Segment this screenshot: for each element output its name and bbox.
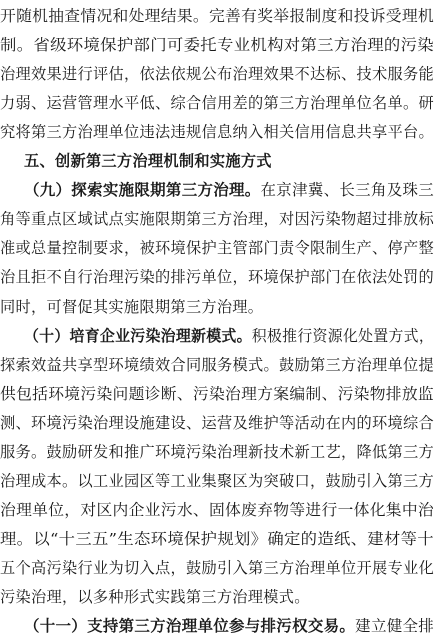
text-line: 供包括环境污染问题诊断、污染治理方案编制、污染物排放监 [0, 384, 435, 403]
text-line: 探索效益共享型环境绩效合同服务模式。鼓励第三方治理单位提 [0, 355, 435, 374]
paragraph-first-line [0, 324, 438, 348]
text-line: 制。省级环境保护部门可委托专业机构对第三方治理的污染 [0, 36, 435, 54]
paragraph-text: 建立健全排 [355, 617, 435, 635]
paragraph-lead: （十）培育企业污染治理新模式。 [24, 326, 252, 345]
section-heading: 五、创新第三方治理机制和实施方式 [24, 152, 272, 171]
text-line: 角等重点区域试点实施限期第三方治理，对因污染物超过排放标 [0, 210, 435, 229]
paragraph-first-line [0, 178, 438, 202]
text-line: 准或总量控制要求，被环境保护主管部门责令限制生产、停产整 [0, 239, 435, 258]
text-line: 同时，可督促其实施限期第三方治理。 [0, 297, 264, 316]
paragraph-lead: （十一）支持第三方治理单位参与排污权交易。 [24, 617, 356, 635]
paragraph-lead: （九）探索实施限期第三方治理。 [24, 181, 261, 200]
text-line: 开随机抽查情况和处理结果。完善有奖举报制度和投诉受理机 [0, 7, 435, 25]
text-line: 理。以“十三五”生态环境保护规划》确定的造纸、建材等十 [0, 529, 434, 548]
text-line: 治理成本。以工业园区等工业集聚区为突破口，鼓励引入第三方 [0, 471, 435, 490]
text-line: 污染治理，以多种形式实践第三方治理模式。 [0, 588, 310, 606]
text-line: 治理单位，对区内企业污水、固体废弃物等进行一体化集中治 [0, 500, 435, 519]
text-line: 五个高污染行业为切入点，鼓励引入第三方治理单位开展专业化 [0, 558, 435, 577]
text-line: 治且拒不自行治理污染的排污单位，环境保护部门在依法处罚的 [0, 268, 435, 287]
text-line: 力弱、运营管理水平低、综合信用差的第三方治理单位名单。研 [0, 94, 435, 113]
paragraph-first-line [0, 614, 438, 638]
text-line: 治理效果进行评估，依法依规公布治理效果不达标、技术服务能 [0, 65, 435, 84]
text-line: 服务。鼓励研发和推广环境污染治理新技术新工艺，降低第三方 [0, 442, 435, 461]
paragraph-text: 在京津冀、长三角及珠三 [260, 181, 435, 200]
text-line: 究将第三方治理单位违法违规信息纳入相关信用信息共享平台。 [0, 123, 435, 142]
text-line: 测、环境污染治理设施建设、运营及维护等活动在内的环境综合 [0, 413, 435, 432]
paragraph-text: 积极推行资源化处置方式， [251, 326, 435, 345]
